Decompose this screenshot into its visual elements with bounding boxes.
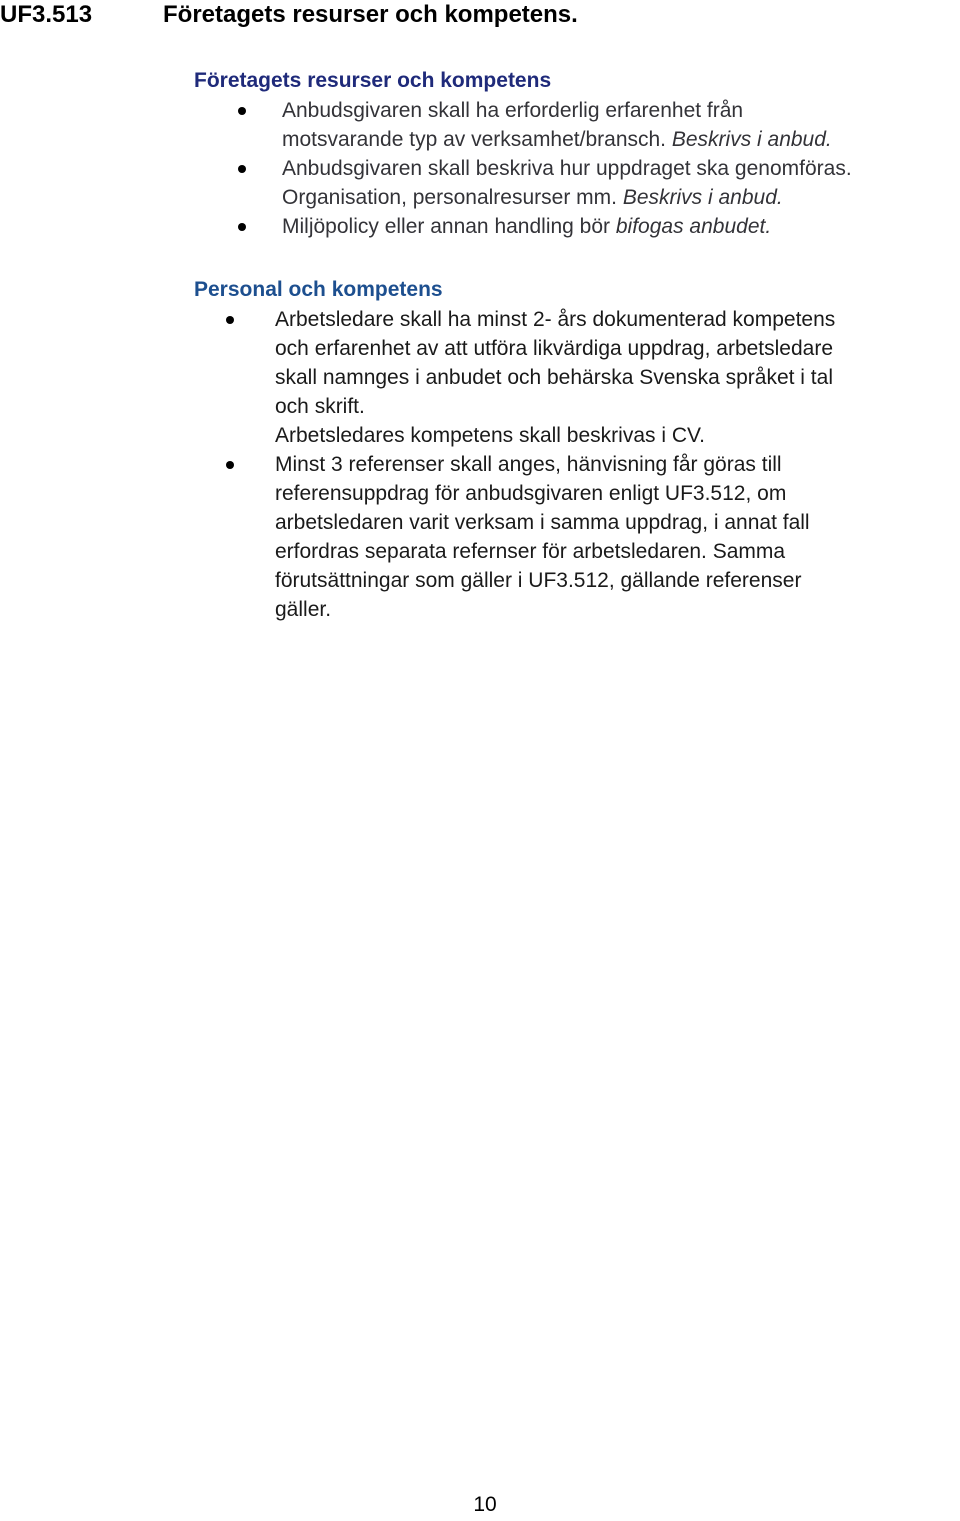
item-line: och erfarenhet av att utföra likvärdiga uppdrag, arbetsledare bbox=[275, 337, 834, 360]
item-line bbox=[282, 125, 960, 154]
section-personnel bbox=[194, 275, 960, 624]
section-title-personnel: Personal och kompetens bbox=[194, 278, 443, 301]
bullet-list-personnel bbox=[194, 305, 960, 624]
bullet-icon bbox=[238, 107, 246, 115]
item-line bbox=[282, 183, 960, 212]
item-line: referensuppdrag för anbudsgivaren enligt UF3.512, om bbox=[275, 482, 787, 505]
item-italic-text: Beskrivs i anbud. bbox=[671, 128, 832, 151]
list-item bbox=[194, 154, 960, 212]
item-line: och skrift. bbox=[275, 395, 365, 418]
item-line: förutsättningar som gäller i UF3.512, gällande referenser bbox=[275, 569, 802, 592]
item-line: Minst 3 referenser skall anges, hänvisning får göras till bbox=[275, 453, 782, 476]
bullet-icon bbox=[226, 316, 234, 324]
list-item bbox=[194, 212, 960, 241]
item-text: motsvarande typ av verksamhet/bransch. bbox=[282, 128, 672, 151]
item-line bbox=[282, 212, 960, 241]
bullet-icon bbox=[238, 165, 246, 173]
section-title-resources: Företagets resurser och kompetens bbox=[194, 69, 552, 92]
item-line: arbetsledaren varit verksam i samma uppdrag, i annat fall bbox=[275, 511, 810, 534]
bullet-icon bbox=[226, 461, 234, 469]
item-line: Arbetsledare skall ha minst 2- års dokumenterad kompetens bbox=[275, 308, 836, 331]
item-line: gäller. bbox=[275, 598, 332, 621]
list-item bbox=[194, 450, 960, 624]
item-line: Anbudsgivaren skall beskriva hur uppdraget ska genomföras. bbox=[282, 157, 852, 180]
heading-number: UF3.513 bbox=[0, 1, 93, 28]
bullet-icon bbox=[238, 223, 246, 231]
item-line: Arbetsledares kompetens skall beskrivas i CV. bbox=[275, 424, 705, 447]
section-resources bbox=[194, 66, 960, 241]
item-italic-text: bifogas anbudet. bbox=[615, 215, 772, 238]
list-item bbox=[194, 96, 960, 154]
item-text: Miljöpolicy eller annan handling bör bbox=[282, 215, 616, 238]
item-text: Organisation, personalresurser mm. bbox=[282, 186, 623, 209]
item-line: skall namnges i anbudet och behärska Svenska språket i tal bbox=[275, 366, 833, 389]
heading-title: Företagets resurser och kompetens. bbox=[163, 1, 578, 28]
page-number: 10 bbox=[473, 1493, 497, 1516]
item-line: erfordras separata refernser för arbetsledaren. Samma bbox=[275, 540, 786, 563]
item-italic-text: Beskrivs i anbud. bbox=[622, 186, 783, 209]
bullet-list-resources bbox=[194, 96, 960, 241]
list-item bbox=[194, 305, 960, 450]
item-line: Anbudsgivaren skall ha erforderlig erfarenhet från bbox=[282, 99, 744, 122]
